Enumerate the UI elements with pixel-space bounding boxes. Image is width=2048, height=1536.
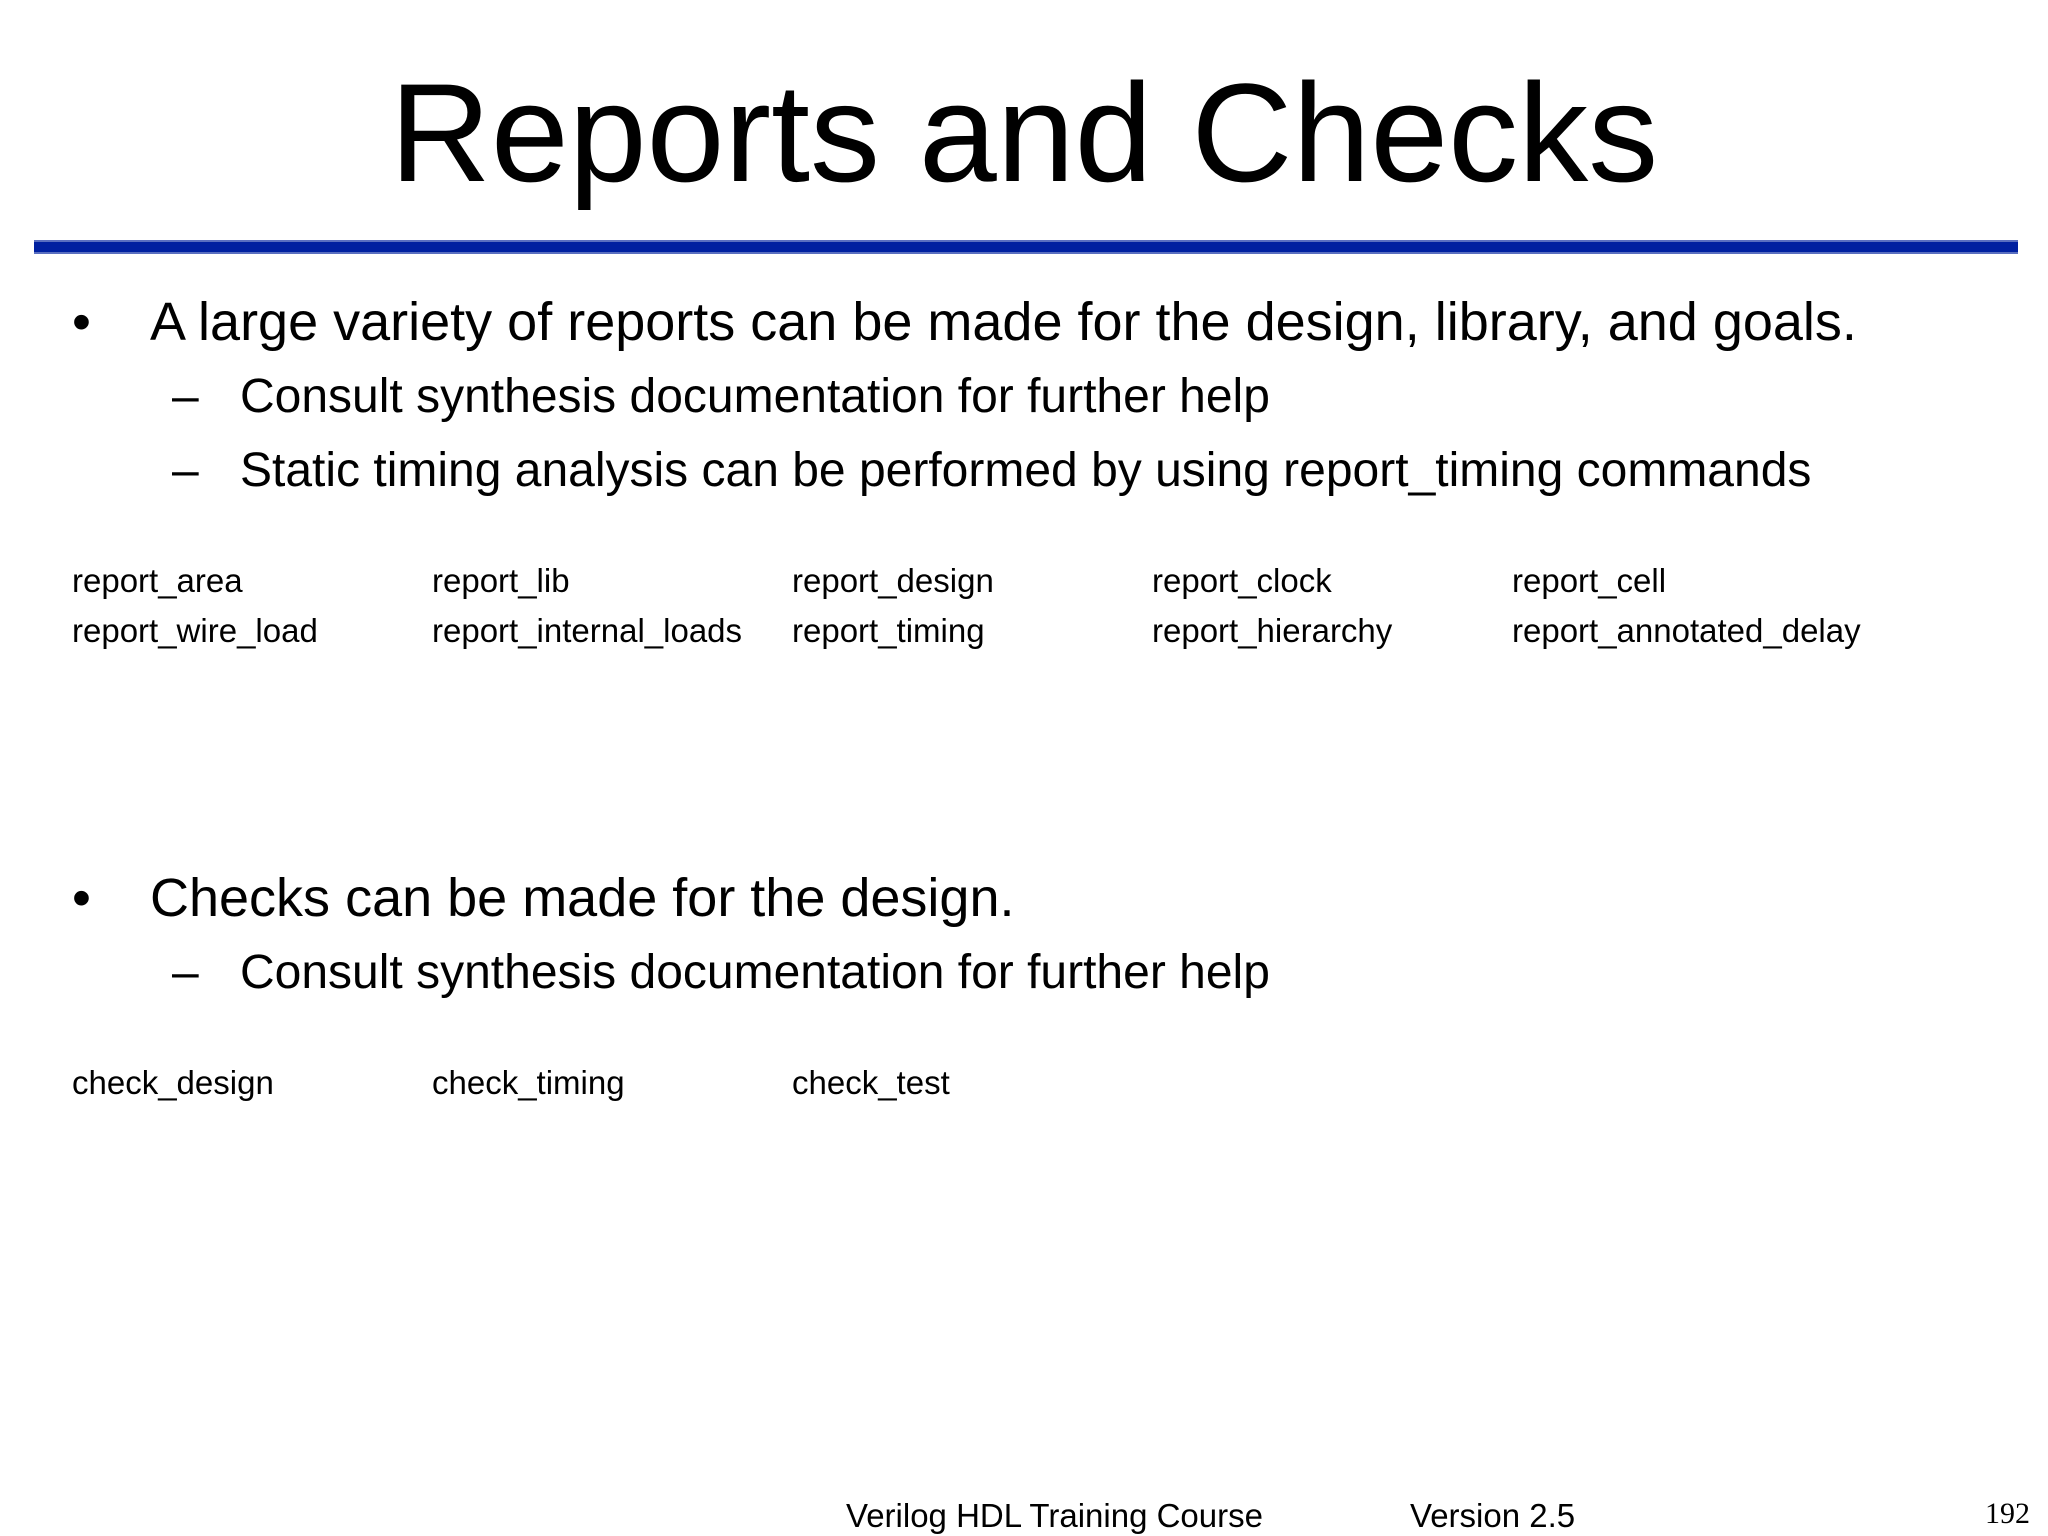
command-item: report_design xyxy=(792,562,994,599)
bullet-text: A large variety of reports can be made for the design, library, and goals. xyxy=(150,292,1857,352)
command-item: report_lib xyxy=(432,562,570,599)
bullet-dot: • xyxy=(72,868,91,928)
sub-bullet-text: Static timing analysis can be performed by using report_timing commands xyxy=(240,444,1812,497)
check-commands xyxy=(72,1062,1932,1104)
command-item: report_clock xyxy=(1152,562,1332,599)
command-item: report_cell xyxy=(1512,562,1667,599)
command-item: report_annotated_delay xyxy=(1512,612,1861,649)
bullet-text: Checks can be made for the design. xyxy=(150,868,1015,928)
report-commands xyxy=(72,560,1932,652)
footer-course-title: Verilog HDL Training Course xyxy=(846,1497,1263,1534)
sub-bullet-dash: – xyxy=(172,946,199,999)
sub-bullet-dash: – xyxy=(172,444,199,497)
command-item: report_timing xyxy=(792,612,985,649)
footer-version: Version 2.5 xyxy=(1410,1497,1576,1534)
slide-title: Reports and Checks xyxy=(389,54,1659,211)
command-item: report_wire_load xyxy=(72,612,318,649)
command-item: check_design xyxy=(72,1064,274,1101)
page-number: 192 xyxy=(1985,1497,2030,1530)
bullet-dot: • xyxy=(72,292,91,352)
command-item: report_hierarchy xyxy=(1152,612,1393,649)
command-item: check_timing xyxy=(432,1064,625,1101)
command-item: check_test xyxy=(792,1064,950,1101)
title-divider xyxy=(34,240,2018,254)
sub-bullet-text: Consult synthesis documentation for further help xyxy=(240,946,1270,999)
sub-bullet-dash: – xyxy=(172,370,199,423)
sub-bullet-text: Consult synthesis documentation for further help xyxy=(240,370,1270,423)
command-item: report_area xyxy=(72,562,243,599)
command-item: report_internal_loads xyxy=(432,612,743,649)
